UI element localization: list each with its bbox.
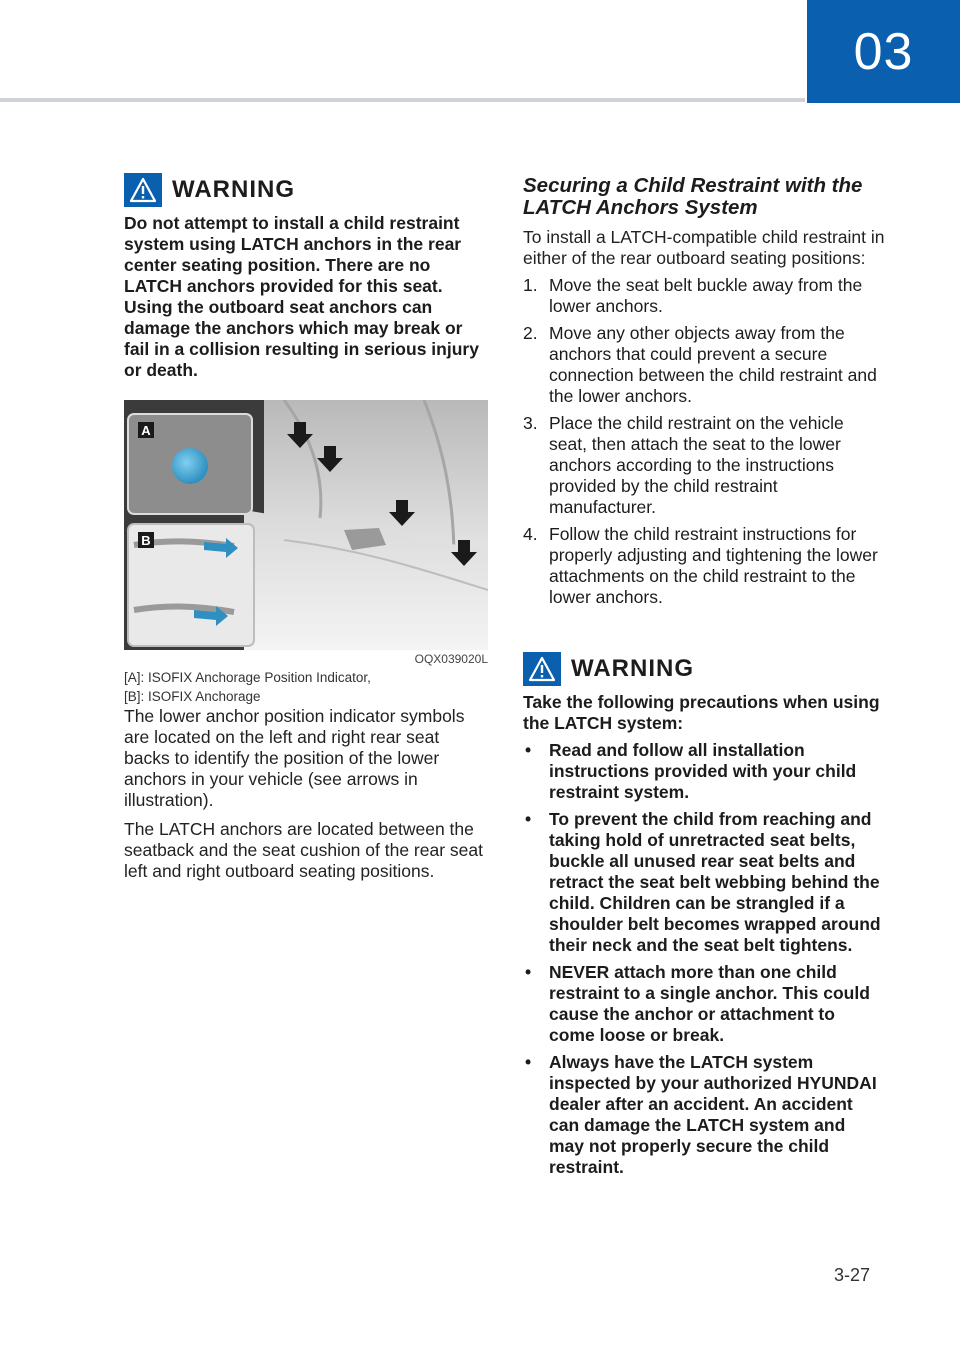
paragraph-indicator: The lower anchor position indicator symbols are located on the left and right rear seat backs to identify the position of the lower anchors in your vehicle (see arrows in illustration). (124, 706, 465, 810)
securing-section (523, 175, 885, 614)
warning-block-right (523, 652, 885, 1184)
warning-bullets (523, 740, 885, 1178)
warning-triangle-icon (124, 173, 162, 207)
steps-list (523, 275, 885, 608)
list-item: 4. Follow the child restraint instructions for properly adjusting and tightening the lower attachments on the child restraint to the lower anchors. (523, 524, 878, 607)
warning-heading (523, 652, 885, 686)
list-item: • To prevent the child from reaching and taking hold of unretracted seat belts, buckle all unused rear seat belts and retract the seat belt webbing behind the child. Children can be strangled if a shoulder belt becomes wrapped around their neck and the seat belt tightens. (523, 809, 885, 956)
figure-label-b: B (141, 533, 151, 548)
chapter-tab (807, 0, 960, 103)
figure-code: OQX039020L (414, 652, 488, 666)
chapter-number: 03 (853, 22, 914, 81)
caption-b: [B]: ISOFIX Anchorage (124, 689, 261, 704)
warning-text: Do not attempt to install a child restraint system using LATCH anchors in the rear center seating position. There are no LATCH anchors provided for this seat. Using the outboard seat anchors can damage the anchors which may break or fail in a collision resulting in serious injury or death. (124, 213, 479, 380)
warning-title: WARNING (172, 176, 295, 203)
caption-a: [A]: ISOFIX Anchorage Position Indicator, (124, 670, 371, 685)
figure-captions (124, 668, 488, 706)
paragraph-latch-location: The LATCH anchors are located between the seatback and the seat cushion of the rear seat left and right outboard seating positions. (124, 819, 483, 881)
warning-title: WARNING (571, 655, 694, 682)
figure-block (124, 400, 488, 706)
page-number: 3-27 (833, 1265, 870, 1285)
seat-anchor-illustration (124, 400, 488, 650)
section-title: Securing a Child Restraint with the LATCH Anchors System (523, 174, 863, 219)
list-item: 3. Place the child restraint on the vehicle seat, then attach the seat to the lower anchors according to the instructions provided by the child restraint manufacturer. (523, 413, 844, 517)
section-intro: To install a LATCH-compatible child restraint in either of the rear outboard seating positions: (523, 227, 885, 268)
list-item: • Read and follow all installation instructions provided with your child restraint system. (523, 740, 885, 803)
list-item: 1. Move the seat belt buckle away from the lower anchors. (523, 275, 863, 316)
warning-heading (124, 173, 488, 207)
left-paragraphs (124, 706, 488, 882)
seat-illustration-graphic (124, 400, 488, 650)
figure-label-a: A (141, 423, 151, 438)
warning-intro: Take the following precautions when using the LATCH system: (523, 692, 880, 733)
warning-block-left (124, 173, 488, 381)
list-item: • NEVER attach more than one child restraint to a single anchor. This could cause the anchor or attachment to come loose or break. (523, 962, 885, 1046)
header-rule (0, 98, 805, 102)
list-item: • Always have the LATCH system inspected by your authorized HYUNDAI dealer after an accident. An accident can damage the LATCH system and may not properly secure the child restraint. (523, 1052, 885, 1178)
list-item: 2. Move any other objects away from the anchors that could prevent a secure connection between the child restraint and the lower anchors. (523, 323, 877, 406)
warning-triangle-icon (523, 652, 561, 686)
